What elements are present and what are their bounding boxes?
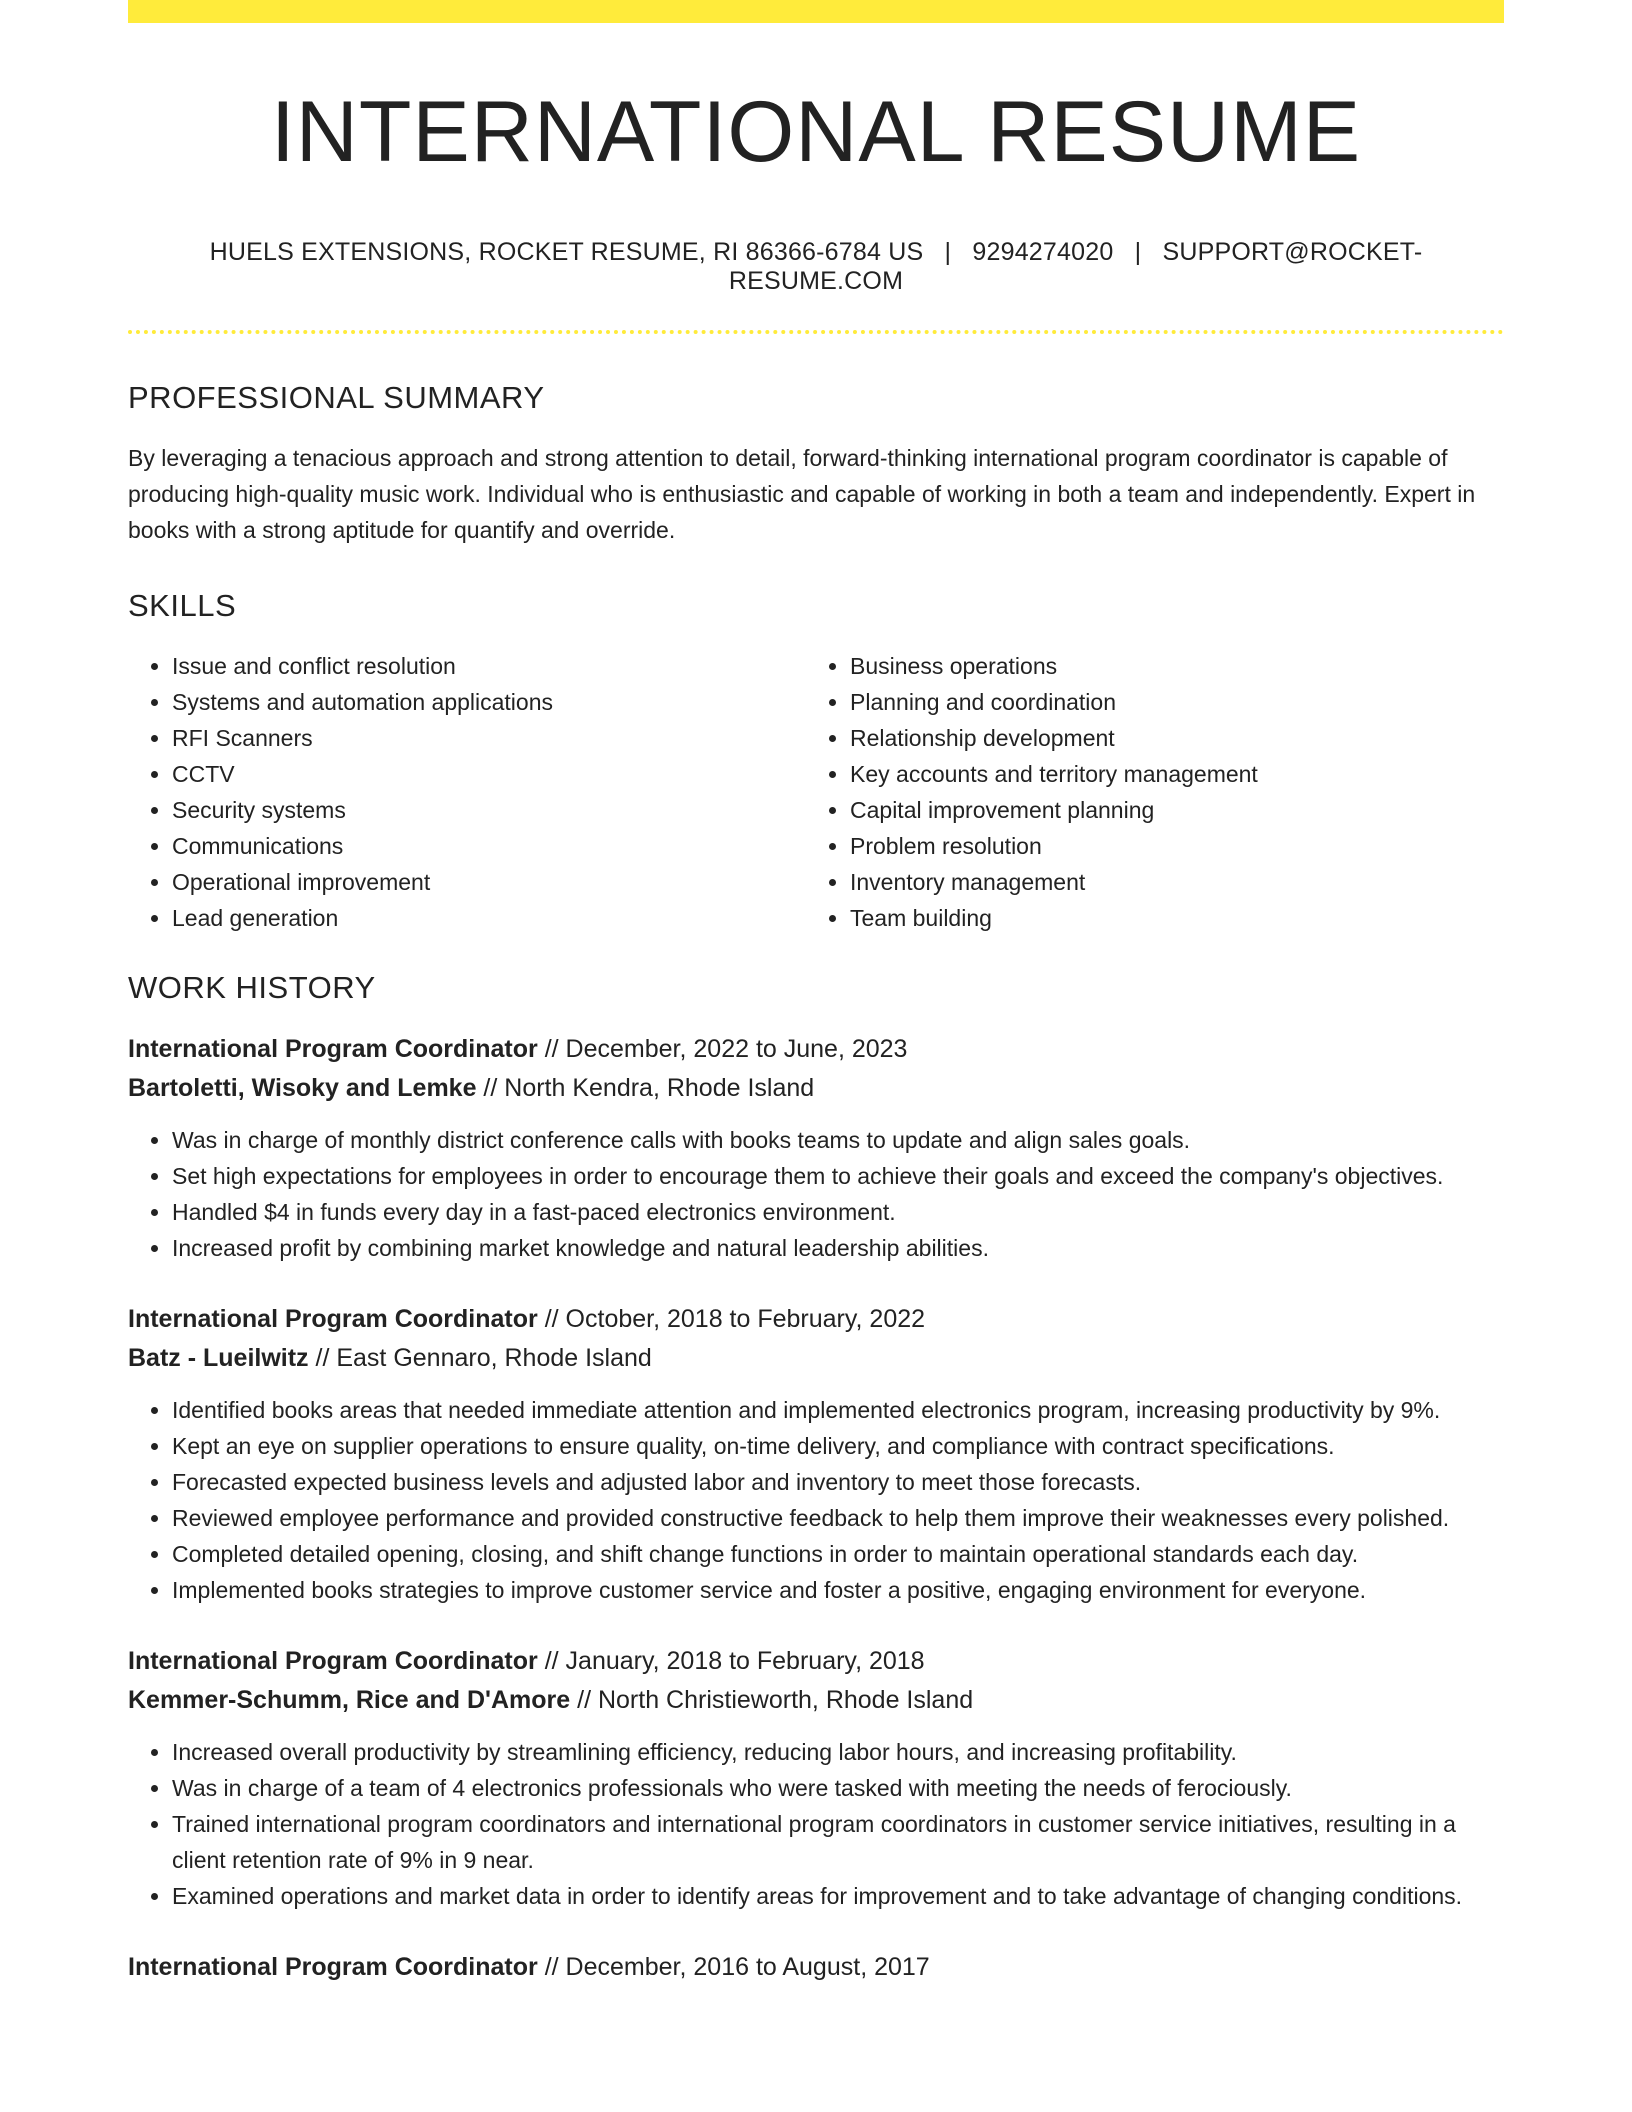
skills-list-left xyxy=(128,648,806,936)
skill-item: • Relationship development xyxy=(850,720,1484,756)
skill-item: • Key accounts and territory management xyxy=(850,756,1484,792)
job-bullets xyxy=(128,1122,1504,1266)
job-location: // North Christieworth, Rhode Island xyxy=(570,1685,974,1714)
contact-phone: 9294274020 xyxy=(972,237,1114,266)
dotted-divider xyxy=(128,330,1504,334)
job-bullet: • Set high expectations for employees in order to encourage them to achieve their goals and exceed the company's objectives. xyxy=(172,1158,1504,1194)
skill-item: • Team building xyxy=(850,900,1484,936)
job-bullet: • Increased overall productivity by streamlining efficiency, reducing labor hours, and increasing profitability. xyxy=(172,1734,1504,1770)
job-company: Kemmer-Schumm, Rice and D'Amore xyxy=(128,1685,571,1714)
skill-item: • Lead generation xyxy=(172,900,806,936)
job-bullet: • Kept an eye on supplier operations to ensure quality, on-time delivery, and compliance with contract specifications. xyxy=(172,1428,1504,1464)
job-role-line xyxy=(128,1300,1504,1339)
job-bullet: • Reviewed employee performance and provided constructive feedback to help them improve their weaknesses every polished. xyxy=(172,1500,1504,1536)
summary-text: By leveraging a tenacious approach and strong attention to detail, forward-thinking international program coordinator is capable of producing high-quality music work. Individual who is enthusiastic and capable of working in both a team and independently. Expert in books with a strong aptitude for quantify and override. xyxy=(128,444,1476,543)
job-location: // North Kendra, Rhode Island xyxy=(476,1073,815,1102)
job-bullet: • Forecasted expected business levels and adjusted labor and inventory to meet those forecasts. xyxy=(172,1464,1504,1500)
job-entry xyxy=(128,1642,1504,1914)
resume-page xyxy=(128,0,1504,1987)
contact-address: HUELS EXTENSIONS, ROCKET RESUME, RI 86366-6784 US xyxy=(209,237,924,266)
skill-item: • Problem resolution xyxy=(850,828,1484,864)
skill-item: • Capital improvement planning xyxy=(850,792,1484,828)
job-bullet: • Increased profit by combining market knowledge and natural leadership abilities. xyxy=(172,1230,1504,1266)
job-bullets xyxy=(128,1734,1504,1914)
resume-title: INTERNATIONAL RESUME xyxy=(270,84,1362,180)
job-company-line xyxy=(128,1681,1504,1720)
skill-item: • Issue and conflict resolution xyxy=(172,648,806,684)
job-bullet: • Handled $4 in funds every day in a fast-paced electronics environment. xyxy=(172,1194,1504,1230)
job-entry xyxy=(128,1948,1504,1987)
job-company-line xyxy=(128,1069,1504,1108)
skill-item: • Communications xyxy=(172,828,806,864)
job-dates: // January, 2018 to February, 2018 xyxy=(537,1646,925,1675)
job-bullets xyxy=(128,1392,1504,1608)
contact-line xyxy=(128,238,1504,296)
job-company: Batz - Lueilwitz xyxy=(128,1343,309,1372)
job-bullet: • Was in charge of a team of 4 electronics professionals who were tasked with meeting the needs of ferociously. xyxy=(172,1770,1504,1806)
job-role-line xyxy=(128,1948,1504,1987)
job-location: // East Gennaro, Rhode Island xyxy=(308,1343,652,1372)
job-entry xyxy=(128,1030,1504,1266)
work-history-heading: WORK HISTORY xyxy=(128,969,376,1005)
contact-email: SUPPORT@ROCKET-RESUME.COM xyxy=(728,237,1423,295)
job-role: International Program Coordinator xyxy=(128,1646,538,1675)
job-dates: // December, 2016 to August, 2017 xyxy=(537,1952,930,1981)
job-role-line xyxy=(128,1642,1504,1681)
skill-item: • Inventory management xyxy=(850,864,1484,900)
contact-separator: | xyxy=(944,237,952,266)
skill-item: • RFI Scanners xyxy=(172,720,806,756)
skill-item: • Security systems xyxy=(172,792,806,828)
accent-top-bar xyxy=(128,0,1504,23)
skills-heading: SKILLS xyxy=(128,587,237,623)
job-entry xyxy=(128,1300,1504,1608)
job-bullet: • Examined operations and market data in order to identify areas for improvement and to take advantage of changing conditions. xyxy=(172,1878,1504,1914)
job-role: International Program Coordinator xyxy=(128,1304,538,1333)
job-bullet: • Identified books areas that needed immediate attention and implemented electronics program, increasing productivity by 9%. xyxy=(172,1392,1504,1428)
skill-item: • CCTV xyxy=(172,756,806,792)
job-role: International Program Coordinator xyxy=(128,1034,538,1063)
skill-item: • Planning and coordination xyxy=(850,684,1484,720)
job-dates: // December, 2022 to June, 2023 xyxy=(537,1034,908,1063)
skill-item: • Business operations xyxy=(850,648,1484,684)
skill-item: • Systems and automation applications xyxy=(172,684,806,720)
skills-list-right xyxy=(806,648,1484,936)
job-bullet: • Completed detailed opening, closing, and shift change functions in order to maintain operational standards each day. xyxy=(172,1536,1504,1572)
job-bullet: • Was in charge of monthly district conference calls with books teams to update and align sales goals. xyxy=(172,1122,1504,1158)
job-bullet: • Trained international program coordinators and international program coordinators in customer service initiatives, resulting in a client retention rate of 9% in 9 near. xyxy=(172,1806,1504,1878)
job-bullet: • Implemented books strategies to improve customer service and foster a positive, engaging environment for everyone. xyxy=(172,1572,1504,1608)
job-dates: // October, 2018 to February, 2022 xyxy=(537,1304,926,1333)
summary-heading: PROFESSIONAL SUMMARY xyxy=(128,379,545,415)
skills-columns xyxy=(128,648,1504,936)
job-role-line xyxy=(128,1030,1504,1069)
job-company-line xyxy=(128,1339,1504,1378)
job-role: International Program Coordinator xyxy=(128,1952,538,1981)
skill-item: • Operational improvement xyxy=(172,864,806,900)
job-company: Bartoletti, Wisoky and Lemke xyxy=(128,1073,477,1102)
contact-separator: | xyxy=(1134,237,1142,266)
